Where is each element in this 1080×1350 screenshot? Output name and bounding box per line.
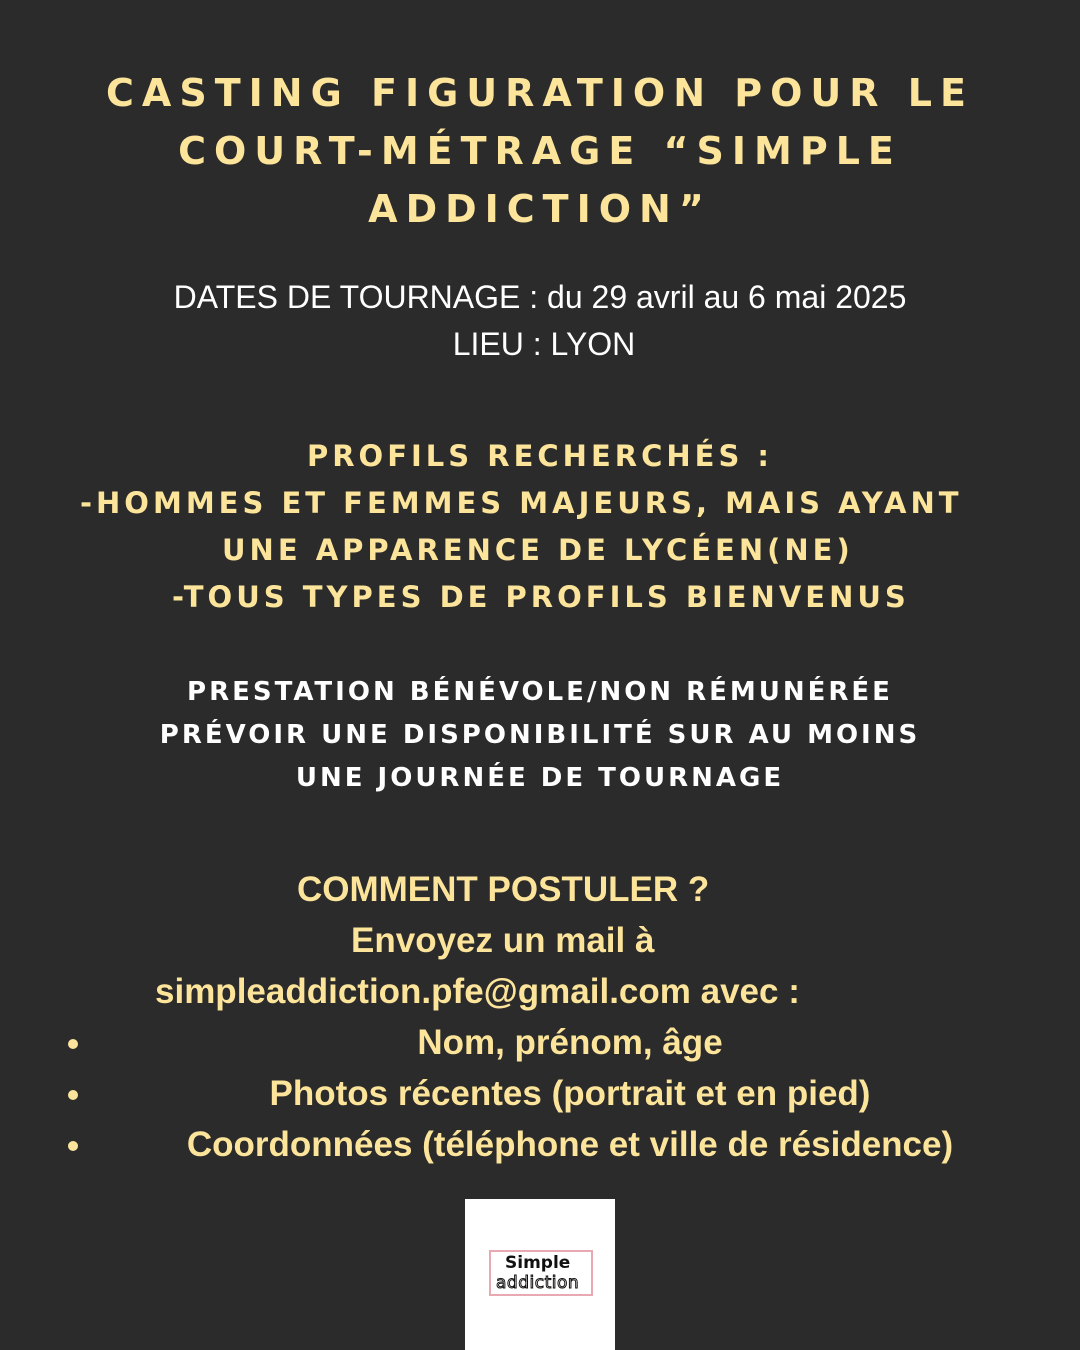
title-line-1: CASTING FIGURATION POUR LE xyxy=(106,71,974,115)
prestation-line-3: UNE JOURNÉE DE TOURNAGE xyxy=(295,763,785,793)
shooting-location: LIEU : LYON xyxy=(452,326,636,362)
apply-section xyxy=(0,864,1080,1170)
poster-title xyxy=(40,64,1040,238)
list-item xyxy=(0,1119,1080,1170)
profile-line-1: -HOMMES ET FEMMES MAJEURS, MAIS AYANT xyxy=(80,486,963,520)
prestation-line-2: PRÉVOIR UNE DISPONIBILITÉ SUR AU MOINS xyxy=(159,720,921,750)
prestation-line-1: PRESTATION BÉNÉVOLE/NON RÉMUNÉRÉE xyxy=(187,677,893,707)
requirements-list xyxy=(0,1017,1080,1170)
profiles-heading: PROFILS RECHERCHÉS : xyxy=(306,439,774,473)
shooting-details xyxy=(0,274,1080,368)
list-item xyxy=(0,1068,1080,1119)
list-item xyxy=(0,1017,1080,1068)
profile-line-2: UNE APPARENCE DE LYCÉEN(NE) xyxy=(222,533,854,567)
logo-word-addiction: addiction xyxy=(496,1273,580,1293)
title-line-3: ADDICTION” xyxy=(368,187,712,231)
apply-email-line: simpleaddiction.pfe@gmail.com avec : xyxy=(155,972,800,1011)
profile-line-3: -TOUS TYPES DE PROFILS BIENVENUS xyxy=(172,580,910,614)
logo-word-simple: Simple xyxy=(505,1253,571,1273)
list-item-text: Nom, prénom, âge xyxy=(417,1023,723,1062)
prestation-section xyxy=(0,671,1080,800)
bullet-icon xyxy=(68,1141,78,1151)
simple-addiction-logo xyxy=(465,1199,615,1350)
apply-instruction: Envoyez un mail à xyxy=(351,921,655,960)
title-line-2: COURT-MÉTRAGE “SIMPLE xyxy=(178,129,902,173)
shooting-dates: DATES DE TOURNAGE : du 29 avril au 6 mai 2025 xyxy=(173,279,907,315)
list-item-text: Coordonnées (téléphone et ville de résidence) xyxy=(186,1125,954,1164)
list-item-text: Photos récentes (portrait et en pied) xyxy=(269,1074,871,1113)
profiles-section xyxy=(0,433,1080,621)
bullet-icon xyxy=(68,1039,78,1049)
apply-heading: COMMENT POSTULER ? xyxy=(297,870,710,909)
bullet-icon xyxy=(68,1090,78,1100)
